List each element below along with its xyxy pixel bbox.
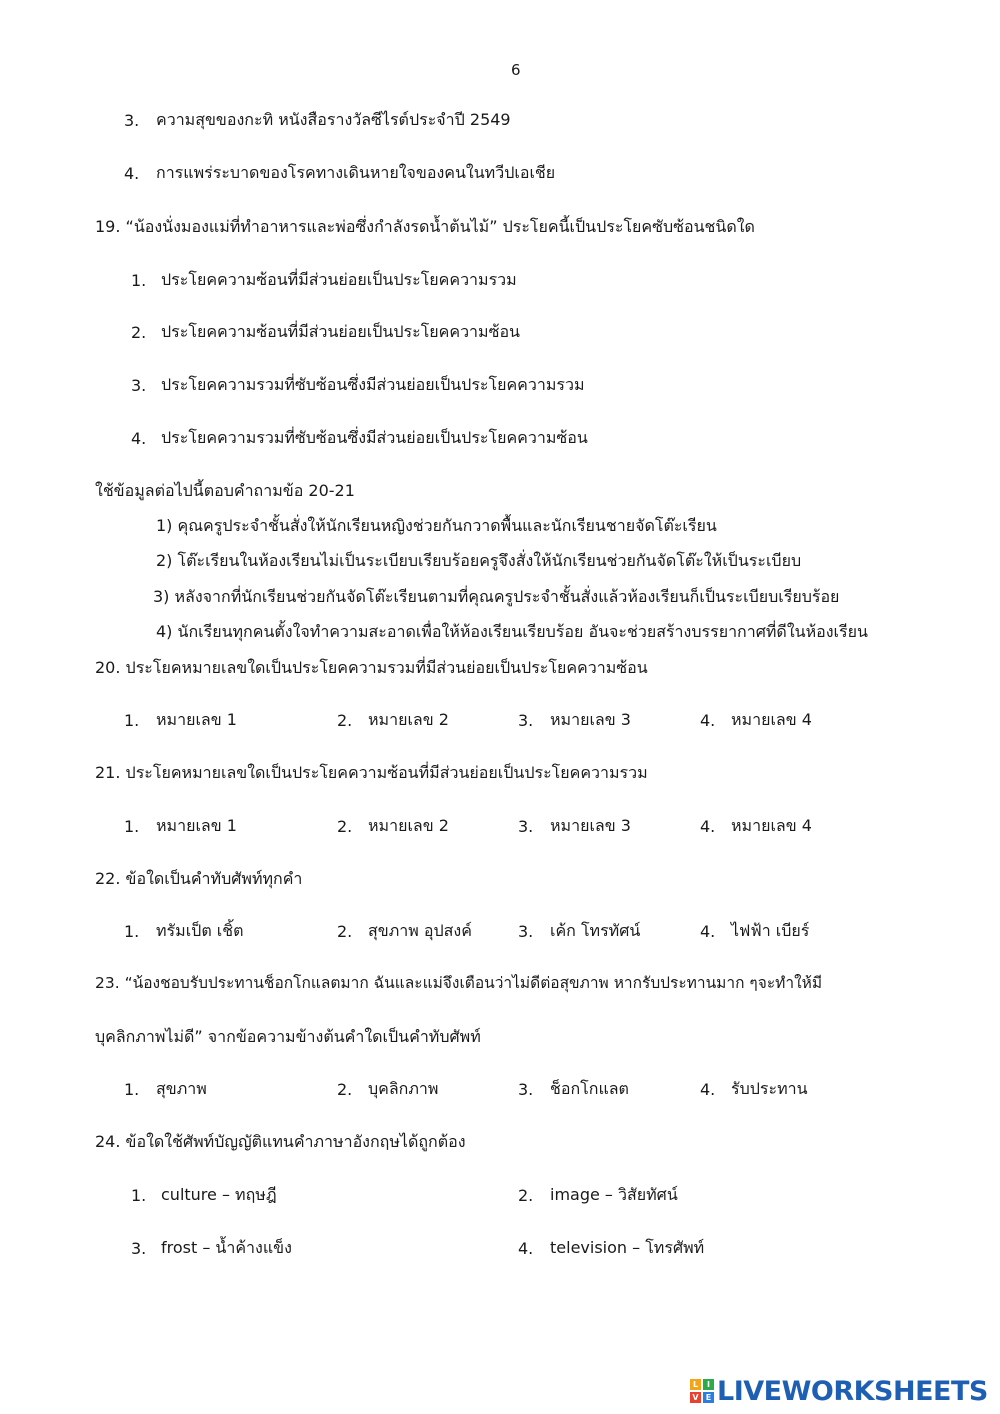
q22-option-4-text: ไฟฟ้า เบียร์	[731, 921, 810, 940]
info-item-4: 4) นักเรียนทุกคนตั้งใจทำความสะอาดเพื่อให้ห้องเรียนเรียบร้อย อันจะช่วยสร้างบรรยากาศที่ดีในห้องเรียน	[156, 622, 868, 641]
q24-option-2-number: 2.	[518, 1186, 534, 1205]
q21-option-2-text: หมายเลข 2	[368, 816, 449, 835]
q18-option-3-number: 3.	[124, 111, 140, 130]
q22-option-2-text: สุขภาพ อุปสงค์	[368, 921, 472, 940]
q22-option-4-number: 4.	[700, 922, 716, 941]
q24-option-4-number: 4.	[518, 1239, 534, 1258]
q22-option-2-number: 2.	[337, 922, 353, 941]
q22-option-1-text: ทรัมเป็ต เชิ้ต	[156, 921, 244, 940]
q18-option-3-text: ความสุขของกะทิ หนังสือรางวัลซีไรต์ประจำปี 2549	[156, 110, 511, 129]
q23-option-2-number: 2.	[337, 1080, 353, 1099]
q18-option-4-number: 4.	[124, 164, 140, 183]
logo-tile-l: L	[690, 1379, 701, 1390]
logo-tile-e: E	[703, 1392, 714, 1403]
info-item-1: 1) คุณครูประจำชั้นสั่งให้นักเรียนหญิงช่วยกันกวาดพื้นและนักเรียนชายจัดโต๊ะเรียน	[156, 516, 717, 535]
q19-option-1-text: ประโยคความซ้อนที่มีส่วนย่อยเป็นประโยคความรวม	[161, 270, 517, 289]
q23-question-line-1: 23. “น้องชอบรับประทานช็อกโกแลตมาก ฉันและแม่จึงเตือนว่าไม่ดีต่อสุขภาพ หากรับประทานมาก ๆจะทำให้มี	[95, 974, 823, 992]
page-number: 6	[511, 61, 521, 79]
q20-option-3-text: หมายเลข 3	[550, 710, 631, 729]
q20-option-2-number: 2.	[337, 711, 353, 730]
q23-option-2-text: บุคลิกภาพ	[368, 1079, 439, 1098]
q19-option-3-text: ประโยคความรวมที่ซับซ้อนซึ่งมีส่วนย่อยเป็นประโยคความรวม	[161, 375, 585, 394]
q21-question: 21. ประโยคหมายเลขใดเป็นประโยคความซ้อนที่มีส่วนย่อยเป็นประโยคความรวม	[95, 763, 648, 782]
q21-option-3-text: หมายเลข 3	[550, 816, 631, 835]
q22-option-3-text: เค้ก โทรทัศน์	[550, 921, 641, 940]
info-item-3: 3) หลังจากที่นักเรียนช่วยกันจัดโต๊ะเรียนตามที่คุณครูประจำชั้นสั่งแล้วห้องเรียนก็เป็นระเบียบเรียบร้อย	[153, 587, 840, 606]
q23-option-4-text: รับประทาน	[731, 1079, 808, 1098]
q23-option-1-text: สุขภาพ	[156, 1079, 207, 1098]
q23-option-3-text: ช็อกโกแลต	[550, 1079, 629, 1098]
logo-tile-v: V	[690, 1392, 701, 1403]
q24-option-3-number: 3.	[131, 1239, 147, 1258]
q22-option-1-number: 1.	[124, 922, 140, 941]
q20-option-2-text: หมายเลข 2	[368, 710, 449, 729]
q22-question: 22. ข้อใดเป็นคำทับศัพท์ทุกคำ	[95, 869, 303, 888]
q19-option-2-text: ประโยคความซ้อนที่มีส่วนย่อยเป็นประโยคความซ้อน	[161, 322, 520, 341]
q19-option-4-number: 4.	[131, 429, 147, 448]
q23-option-1-number: 1.	[124, 1080, 140, 1099]
logo-wordmark: LIVEWORKSHEETS	[717, 1375, 988, 1407]
q18-option-4-text: การแพร่ระบาดของโรคทางเดินหายใจของคนในทวีปเอเชีย	[156, 163, 556, 182]
liveworksheets-logo	[690, 1376, 988, 1406]
q20-question: 20. ประโยคหมายเลขใดเป็นประโยคความรวมที่มีส่วนย่อยเป็นประโยคความซ้อน	[95, 658, 648, 677]
q24-option-1-number: 1.	[131, 1186, 147, 1205]
q21-option-2-number: 2.	[337, 817, 353, 836]
q24-option-1-text: culture – ทฤษฎี	[161, 1185, 277, 1204]
q20-option-4-text: หมายเลข 4	[731, 710, 812, 729]
q20-option-4-number: 4.	[700, 711, 716, 730]
q19-option-4-text: ประโยคความรวมที่ซับซ้อนซึ่งมีส่วนย่อยเป็นประโยคความซ้อน	[161, 428, 588, 447]
q24-option-4-text: television – โทรศัพท์	[550, 1238, 705, 1257]
q22-option-3-number: 3.	[518, 922, 534, 941]
q24-option-2-text: image – วิสัยทัศน์	[550, 1185, 678, 1204]
q21-option-1-number: 1.	[124, 817, 140, 836]
q23-option-3-number: 3.	[518, 1080, 534, 1099]
q19-option-2-number: 2.	[131, 323, 147, 342]
q23-question-line-2: บุคลิกภาพไม่ดี” จากข้อความข้างต้นคำใดเป็นคำทับศัพท์	[95, 1027, 481, 1046]
logo-tile-i: I	[703, 1379, 714, 1390]
q21-option-4-number: 4.	[700, 817, 716, 836]
q20-option-1-text: หมายเลข 1	[156, 710, 237, 729]
q23-option-4-number: 4.	[700, 1080, 716, 1099]
q21-option-1-text: หมายเลข 1	[156, 816, 237, 835]
info-heading: ใช้ข้อมูลต่อไปนี้ตอบคำถามข้อ 20-21	[95, 481, 355, 500]
q21-option-4-text: หมายเลข 4	[731, 816, 812, 835]
q20-option-1-number: 1.	[124, 711, 140, 730]
q24-question: 24. ข้อใดใช้ศัพท์บัญญัติแทนคำภาษาอังกฤษได้ถูกต้อง	[95, 1132, 466, 1151]
q24-option-3-text: frost – น้ำค้างแข็ง	[161, 1238, 292, 1257]
q19-option-1-number: 1.	[131, 271, 147, 290]
q20-option-3-number: 3.	[518, 711, 534, 730]
q19-question: 19. “น้องนั่งมองแม่ที่ทำอาหารและพ่อซึ่งกำลังรดน้ำต้นไม้” ประโยคนี้เป็นประโยคซับซ้อนชนิดใด	[95, 217, 755, 236]
info-item-2: 2) โต๊ะเรียนในห้องเรียนไม่เป็นระเบียบเรียบร้อยครูจึงสั่งให้นักเรียนช่วยกันจัดโต๊ะให้เป็นระเบียบ	[156, 551, 802, 570]
q21-option-3-number: 3.	[518, 817, 534, 836]
logo-mark-icon	[690, 1379, 714, 1403]
q19-option-3-number: 3.	[131, 376, 147, 395]
